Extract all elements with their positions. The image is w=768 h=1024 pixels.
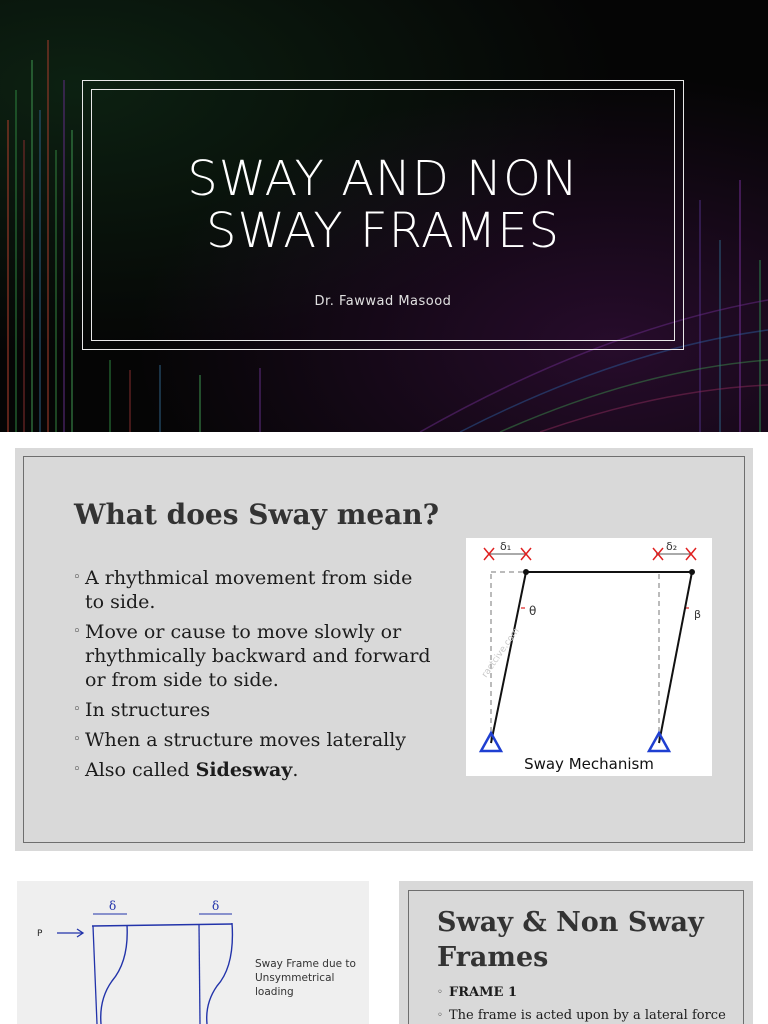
list-item (437, 985, 737, 1001)
delta2-label: δ₂ (666, 540, 678, 553)
list-item (73, 620, 433, 692)
slide-title-line1: SWAY AND NON (187, 151, 579, 207)
joint-left (523, 569, 529, 575)
bullet-icon: ◦ (437, 987, 443, 998)
slide-heading-line1: Sway & Non Sway (437, 907, 704, 938)
joint-right (689, 569, 695, 575)
slide-title-line2: SWAY FRAMES (205, 203, 561, 259)
watermark-text: ractcive.com (480, 626, 522, 680)
delta1-label: δ₁ (500, 540, 512, 553)
sketch-caption-line1: Sway Frame due to (255, 958, 356, 970)
sway-frame-sketch (17, 881, 369, 1024)
bullet-icon: ◦ (73, 762, 81, 777)
bullet-icon: ◦ (73, 570, 81, 585)
list-item-text: Also called (85, 759, 196, 781)
list-item (437, 1008, 737, 1024)
sketch-caption-line2: Unsymmetrical loading (255, 972, 335, 998)
bullet-icon: ◦ (437, 1010, 443, 1021)
sway-nonsway-frames-slide (399, 881, 753, 1024)
sway-mechanism-figure (466, 538, 712, 776)
sketch-caption (255, 957, 369, 999)
sketch-delta-left-label: δ (109, 899, 117, 913)
list-item-text: FRAME 1 (449, 985, 517, 1000)
list-item (73, 566, 433, 614)
sketch-beam (92, 924, 232, 926)
list-item (73, 728, 433, 752)
bullet-icon: ◦ (73, 702, 81, 717)
list-item-text: When a structure moves laterally (85, 729, 407, 751)
list-item-text: . (292, 759, 299, 781)
sway-mechanism-diagram (466, 538, 712, 776)
list-item-text: The frame is acted upon by a lateral force (449, 1008, 726, 1023)
list-item-bold-text: Sidesway (195, 759, 293, 781)
sway-frame-sketch-slide (17, 881, 369, 1024)
definition-list (73, 566, 433, 788)
list-item-text: In structures (85, 699, 211, 721)
bullet-icon: ◦ (73, 624, 81, 639)
slide-heading: What does Sway mean? (74, 498, 440, 531)
frame-list (437, 985, 737, 1024)
sketch-column-left-deflected (101, 925, 127, 1024)
sway-definition-slide (15, 448, 753, 851)
author-name: Dr. Fawwad Masood (314, 294, 452, 309)
sketch-column-right-deflected (207, 923, 233, 1024)
list-item-text: A rhythmical movement from side to side. (85, 567, 413, 613)
slide-heading-line2: Frames (437, 942, 549, 973)
list-item (73, 758, 433, 782)
title-slide (0, 0, 768, 432)
theta-label: θ (529, 604, 537, 618)
beta-label: β (694, 608, 702, 621)
sketch-column-right-original (199, 924, 200, 1024)
swayed-column-right (659, 572, 692, 743)
list-item (73, 698, 433, 722)
sketch-column-left-original (93, 926, 97, 1024)
sketch-delta-right-label: δ (212, 899, 220, 913)
bullet-icon: ◦ (73, 732, 81, 747)
slide-heading (437, 905, 704, 975)
figure-caption: Sway Mechanism (524, 755, 654, 773)
load-label: P (37, 929, 43, 939)
list-item-text: Move or cause to move slowly or rhythmically backward and forward or from side to side. (85, 621, 431, 691)
